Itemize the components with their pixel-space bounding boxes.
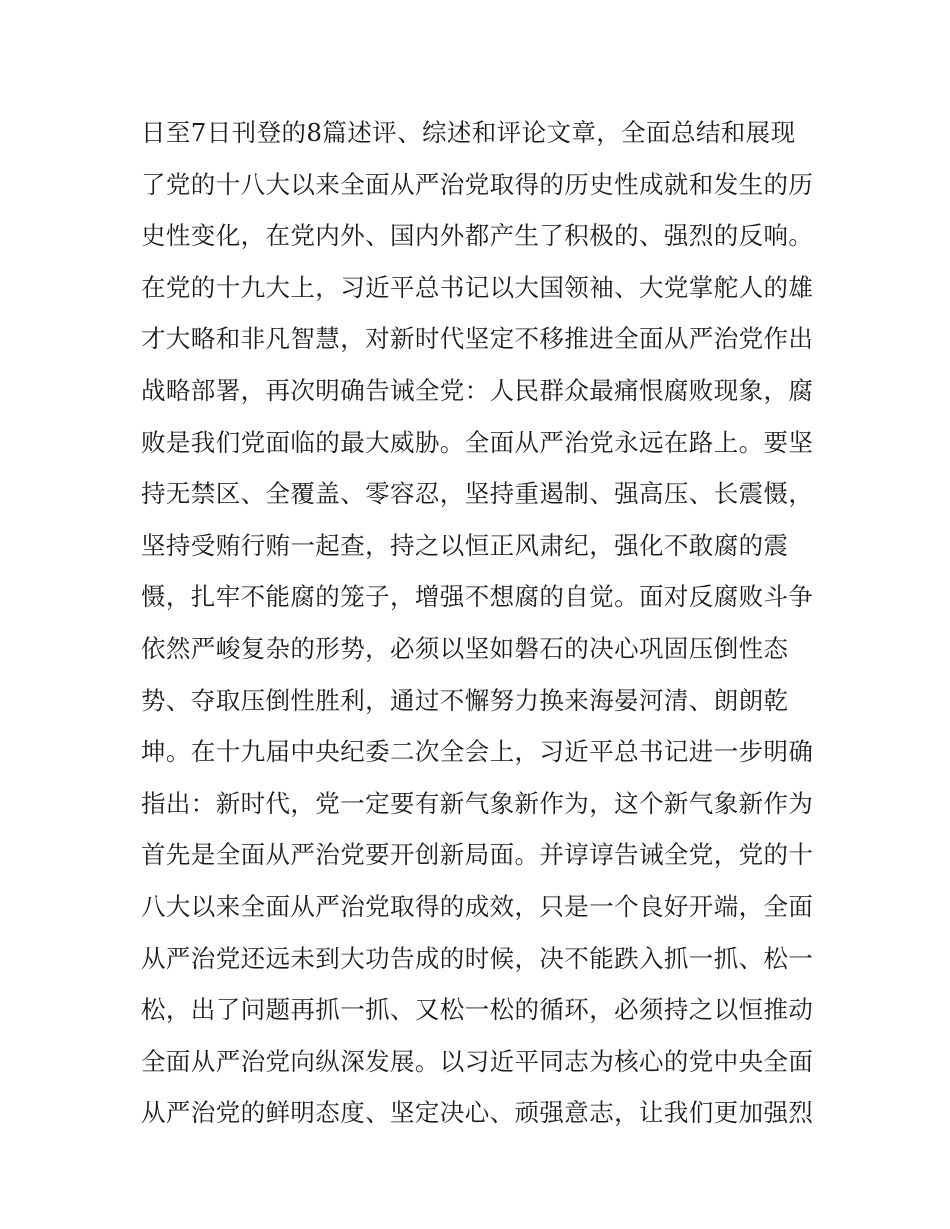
text-line: 败是我们党面临的最大威胁。全面从严治党永远在路上。要坚 (141, 427, 814, 457)
text-line: 从严治党的鲜明态度、坚定决心、顽强意志，让我们更加强烈 (141, 1098, 814, 1128)
body-text (141, 107, 821, 1139)
text-line: 松，出了问题再抓一抓、又松一松的循环，必须持之以恒推动 (141, 995, 814, 1025)
text-line: 坤。在十九届中央纪委二次全会上，习近平总书记进一步明确 (141, 737, 814, 767)
text-line: 首先是全面从严治党要开创新局面。并谆谆告诫全党，党的十 (141, 840, 814, 870)
text-line: 坚持受贿行贿一起查，持之以恒正风肃纪，强化不敢腐的震 (141, 530, 789, 560)
text-line: 慑，扎牢不能腐的笼子，增强不想腐的自觉。面对反腐败斗争 (141, 582, 814, 612)
text-line: 日至7日刊登的8篇述评、综述和评论文章，全面总结和展现 (141, 118, 796, 147)
text-line: 史性变化，在党内外、国内外都产生了积极的、强烈的反响。 (141, 221, 814, 251)
text-line: 势、夺取压倒性胜利，通过不懈努力换来海晏河清、朗朗乾 (141, 685, 789, 715)
text-line: 持无禁区、全覆盖、零容忍，坚持重遏制、强高压、长震慑， (141, 479, 814, 509)
text-line: 从严治党还远未到大功告成的时候，决不能跌入抓一抓、松一 (141, 943, 814, 973)
text-line: 八大以来全面从严治党取得的成效，只是一个良好开端，全面 (141, 891, 814, 921)
text-line: 才大略和非凡智慧，对新时代坚定不移推进全面从严治党作出 (141, 324, 814, 354)
text-line: 依然严峻复杂的形势，必须以坚如磐石的决心巩固压倒性态 (141, 633, 789, 663)
text-line: 全面从严治党向纵深发展。以习近平同志为核心的党中央全面 (141, 1046, 814, 1076)
text-line: 指出：新时代，党一定要有新气象新作为，这个新气象新作为 (141, 788, 814, 818)
text-line: 了党的十八大以来全面从严治党取得的历史性成就和发生的历 (141, 169, 814, 199)
text-line: 战略部署，再次明确告诫全党：人民群众最痛恨腐败现象，腐 (141, 375, 814, 405)
text-line: 在党的十九大上，习近平总书记以大国领袖、大党掌舵人的雄 (141, 272, 814, 302)
